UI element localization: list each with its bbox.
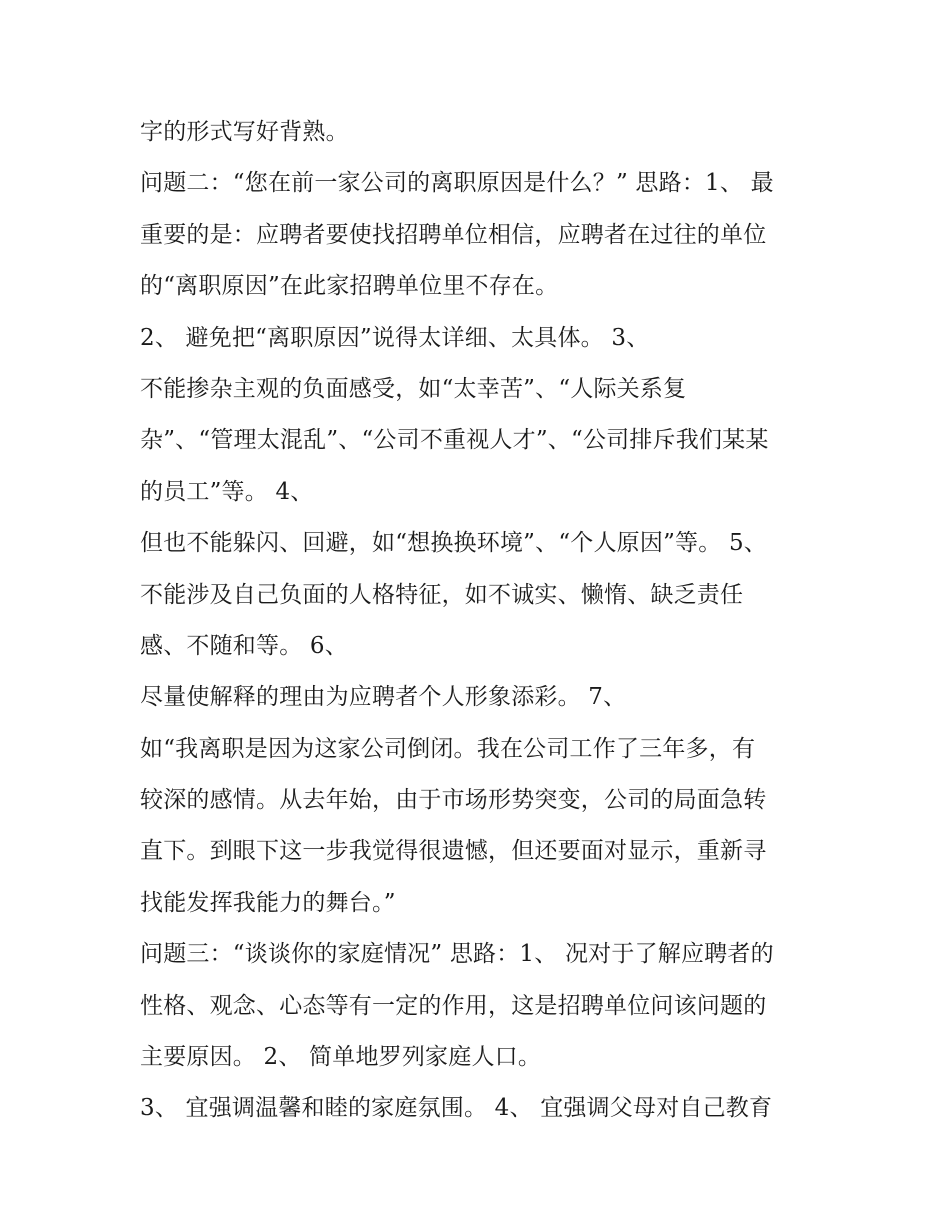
text-line: 感、不随和等。 6、 — [140, 632, 348, 659]
text-line: 的员工”等。 4、 — [140, 478, 314, 505]
text-line: 较深的感情。从去年始，由于市场形势突变，公司的局面急转 — [140, 787, 767, 814]
text-line: 字的形式写好背熟。 — [140, 119, 349, 145]
text-line: 尽量使解释的理由为应聘者个人形象添彩。 7、 — [140, 684, 627, 711]
text-line: 问题三：“谈谈你的家庭情况” 思路：1、 况对于了解应聘者的 — [140, 941, 774, 968]
text-line: 杂”、“管理太混乱”、“公司不重视人才”、“公司排斥我们某某 — [140, 427, 769, 454]
text-line: 直下。到眼下这一步我觉得很遗憾，但还要面对显示，重新寻 — [140, 838, 767, 865]
text-line: 如“我离职是因为这家公司倒闭。我在公司工作了三年多，有 — [140, 735, 756, 762]
text-line: 找能发挥我能力的舞台。” — [140, 889, 396, 916]
text-line: 不能掺杂主观的负面感受，如“太幸苦”、“人际关系复 — [140, 375, 687, 402]
text-line: 主要原因。 2、 简单地罗列家庭人口。 — [140, 1044, 542, 1071]
text-line: 性格、观念、心态等有一定的作用，这是招聘单位问该问题的 — [140, 992, 767, 1019]
text-line: 但也不能躲闪、回避，如“想换换环境”、“个人原因”等。 5、 — [140, 530, 767, 557]
text-line: 的“离职原因”在此家招聘单位里不存在。 — [140, 273, 559, 300]
document-body — [140, 107, 830, 1135]
text-line: 问题二：“您在前一家公司的离职原因是什么？” 思路：1、 最 — [140, 170, 774, 197]
text-line: 重要的是：应聘者要使找招聘单位相信，应聘者在过往的单位 — [140, 221, 767, 248]
text-line: 3、 宜强调温馨和睦的家庭氛围。 4、 宜强调父母对自己教育 — [140, 1095, 773, 1122]
text-line: 2、 避免把“离职原因”说得太详细、太具体。 3、 — [140, 324, 650, 351]
text-line: 不能涉及自己负面的人格特征，如不诚实、懒惰、缺乏责任 — [140, 581, 744, 608]
